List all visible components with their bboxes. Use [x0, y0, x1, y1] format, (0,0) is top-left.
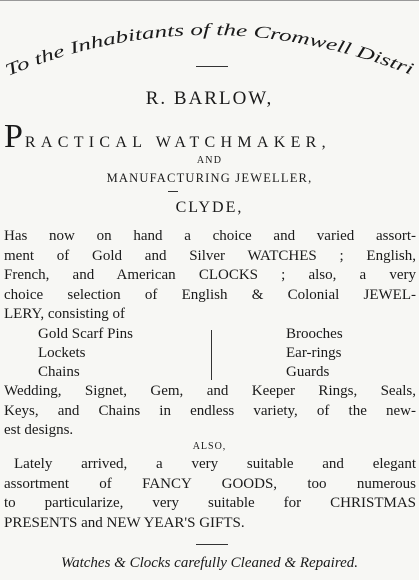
footer-note: Watches & Clocks carefully Cleaned & Repaired.: [60, 555, 359, 571]
and-text: AND: [196, 155, 223, 166]
also-text: ALSO,: [192, 441, 227, 452]
list-item: Gold Scarf Pins: [38, 326, 133, 342]
trade-title: [4, 118, 331, 155]
paragraph-fancy-goods: [4, 455, 416, 533]
paragraph-line: Wedding, Signet, Gem, and Keeper Rings, Seals,: [4, 383, 416, 399]
paragraph-line: choice selection of English & Colonial JEWEL-: [4, 286, 416, 303]
list-item: Ear-rings: [286, 345, 342, 361]
paragraph-line: Keys, and Chains in endless variety, of the new-: [4, 402, 416, 419]
paragraph-rings: [4, 382, 416, 441]
list-item: Brooches: [286, 326, 343, 342]
heading-arch: [0, 6, 419, 86]
paragraph-stock: [4, 227, 416, 325]
paragraph-line: LERY, consisting of: [4, 306, 125, 322]
place-name: CLYDE,: [175, 199, 244, 216]
list-item: Chains: [38, 364, 80, 380]
paragraph-line: ment of Gold and Silver WATCHES ; English,: [4, 247, 416, 264]
list-item: Guards: [286, 364, 330, 380]
heading-text: [0, 0, 417, 80]
paragraph-line: Lately arrived, a very suitable and elegant: [14, 456, 416, 472]
paragraph-line: PRESENTS and NEW YEAR'S GIFTS.: [4, 514, 245, 531]
jewellery-list-left: [38, 325, 198, 382]
list-divider: [211, 330, 212, 380]
trade-initial: P: [4, 118, 23, 155]
paragraph-line: French, and American CLOCKS ; also, a very: [4, 267, 416, 283]
trade-rest: RACTICAL WATCHMAKER,: [24, 134, 331, 151]
divider-rule: [196, 66, 228, 67]
merchant-name: R. BARLOW,: [145, 88, 274, 109]
paragraph-line: assortment of FANCY GOODS, too numerous: [4, 475, 416, 492]
jewellery-list-right: [286, 325, 406, 382]
paragraph-line: Has now on hand a choice and varied assort-: [4, 228, 416, 244]
small-rule: [168, 191, 178, 192]
heading-textpath: To the Inhabitants of the Cromwell Distri: [2, 19, 415, 80]
top-rule: [0, 0, 419, 1]
list-item: Lockets: [38, 345, 86, 361]
paragraph-line: to particularize, very suitable for CHRISTMAS: [4, 495, 416, 511]
jeweller-title: MANUFACTURING JEWELLER,: [106, 171, 313, 185]
divider-rule: [196, 544, 228, 545]
paragraph-line: est designs.: [4, 422, 74, 438]
